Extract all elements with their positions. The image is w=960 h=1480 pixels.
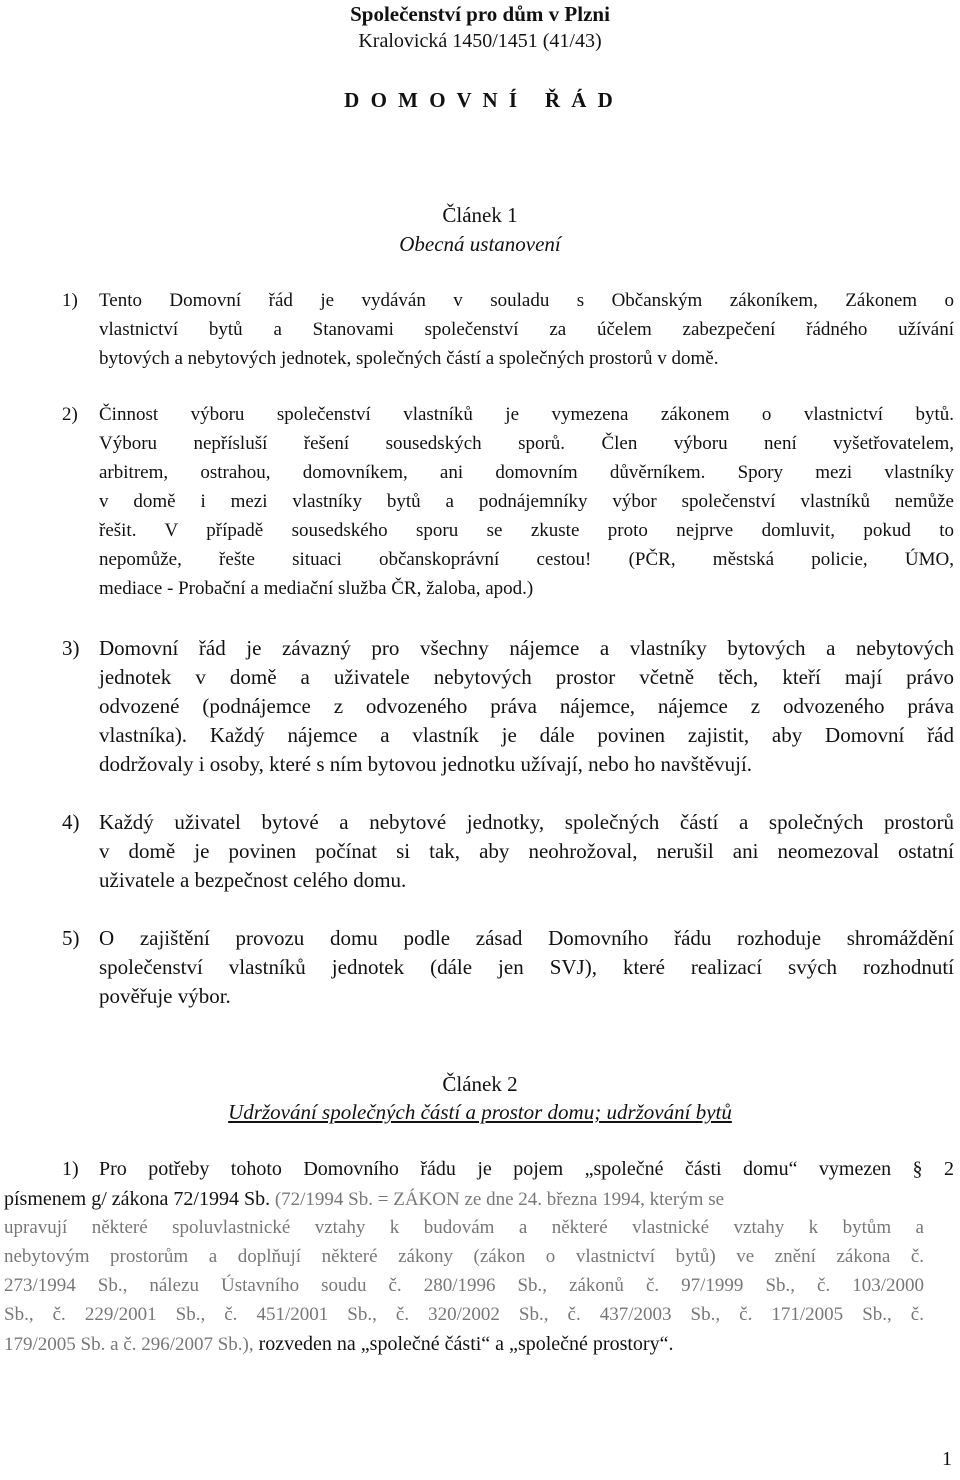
definition-text: rozveden na „společné části“ a „společné prostory“.: [253, 1333, 674, 1355]
item-line: dodržovaly i osoby, které s ním bytovou jednotku užívají, nebo ho navštěvují.: [99, 752, 753, 776]
item-line: odvozené (podnájemce z odvozeného práva nájemce, nájemce z odvozeného práva: [99, 694, 954, 718]
item-line: Každý uživatel bytové a nebytové jednotky, společných částí a společných prostorů: [99, 810, 954, 834]
item-line: bytových a nebytových jednotek, společných částí a společných prostorů v domě.: [99, 348, 719, 369]
law-note-line: nebytovým prostorům a doplňují některé zákony (zákon o vlastnictví bytů) ve znění zákona č.: [4, 1246, 924, 1267]
item-line: společenství vlastníků jednotek (dále jen SVJ), které realizací svých rozhodnutí: [99, 955, 954, 979]
item-line: mediace - Probační a mediační služba ČR, žaloba, apod.): [99, 578, 534, 599]
item-number: 1): [62, 290, 78, 311]
document-title: D O M O V N Í Ř Á D: [344, 88, 616, 112]
item-line: vlastníka). Každý nájemce a vlastník je dále povinen zajistit, aby Domovní řád: [99, 723, 954, 747]
law-note-line: upravují některé spoluvlastnické vztahy k budovám a některé vlastnické vztahy k bytům a: [4, 1217, 924, 1238]
law-note: (72/1994 Sb. = ZÁKON ze dne 24. března 1994, kterým se: [270, 1189, 725, 1210]
article-2-number: Článek 2: [442, 1072, 518, 1096]
item-line: řešit. V případě sousedského sporu se zkuste proto nejprve domluvit, pokud to: [99, 520, 954, 541]
item-line-mixed: [4, 1333, 924, 1356]
page-number: 1: [942, 1448, 952, 1470]
organization-name: Společenství pro dům v Plzni: [350, 2, 610, 26]
address: Kralovická 1450/1451 (41/43): [358, 30, 602, 52]
item-line: arbitrem, ostrahou, domovníkem, ani domovním důvěrníkem. Spory mezi vlastníky: [99, 462, 954, 483]
item-number: 3): [62, 636, 80, 660]
item-line: O zajištění provozu domu podle zásad Domovního řádu rozhoduje shromáždění: [99, 926, 954, 950]
item-line: jednotek v domě a uživatele nebytových prostor včetně těch, kteří mají právo: [99, 665, 954, 689]
item-line: Výboru nepřísluší řešení sousedských sporů. Člen výboru není vyšetřovatelem,: [99, 433, 954, 454]
item-line: v domě i mezi vlastníky bytů a podnájemníky výbor společenství vlastníků nemůže: [99, 491, 954, 512]
item-number: 5): [62, 926, 80, 950]
item-line-mixed: [4, 1188, 924, 1211]
article-2-subtitle: Udržování společných částí a prostor domu; udržování bytů: [228, 1100, 732, 1124]
item-number: 2): [62, 404, 78, 425]
item-number: 1): [62, 1158, 79, 1180]
law-note: 179/2005 Sb. a č. 296/2007 Sb.),: [4, 1334, 254, 1355]
law-reference: písmenem g/ zákona 72/1994 Sb.: [4, 1188, 271, 1210]
item-line: Činnost výboru společenství vlastníků je vymezena zákonem o vlastnictví bytů.: [99, 404, 954, 425]
item-line: vlastnictví bytů a Stanovami společenství za účelem zabezpečení řádného užívání: [99, 319, 954, 340]
item-line: nepomůže, řešte situaci občanskoprávní cestou! (PČR, městská policie, ÚMO,: [99, 549, 954, 570]
item-number: 4): [62, 810, 80, 834]
law-note-line: 273/1994 Sb., nálezu Ústavního soudu č. 280/1996 Sb., zákonů č. 97/1999 Sb., č. 103/2000: [4, 1275, 924, 1296]
item-line: Pro potřeby tohoto Domovního řádu je pojem „společné části domu“ vymezen § 2: [99, 1158, 954, 1180]
item-line: pověřuje výbor.: [99, 984, 231, 1008]
article-1-number: Článek 1: [442, 203, 518, 227]
law-note-line: Sb., č. 229/2001 Sb., č. 451/2001 Sb., č. 320/2002 Sb., č. 437/2003 Sb., č. 171/2005 Sb., č.: [4, 1304, 924, 1325]
item-line: uživatele a bezpečnost celého domu.: [99, 868, 407, 892]
item-line: Tento Domovní řád je vydáván v souladu s Občanským zákoníkem, Zákonem o: [99, 290, 954, 311]
item-line: Domovní řád je závazný pro všechny nájemce a vlastníky bytových a nebytových: [99, 636, 954, 660]
article-1-subtitle: Obecná ustanovení: [399, 232, 561, 256]
item-line: v domě je povinen počínat si tak, aby neohrožoval, nerušil ani neomezoval ostatní: [99, 839, 954, 863]
